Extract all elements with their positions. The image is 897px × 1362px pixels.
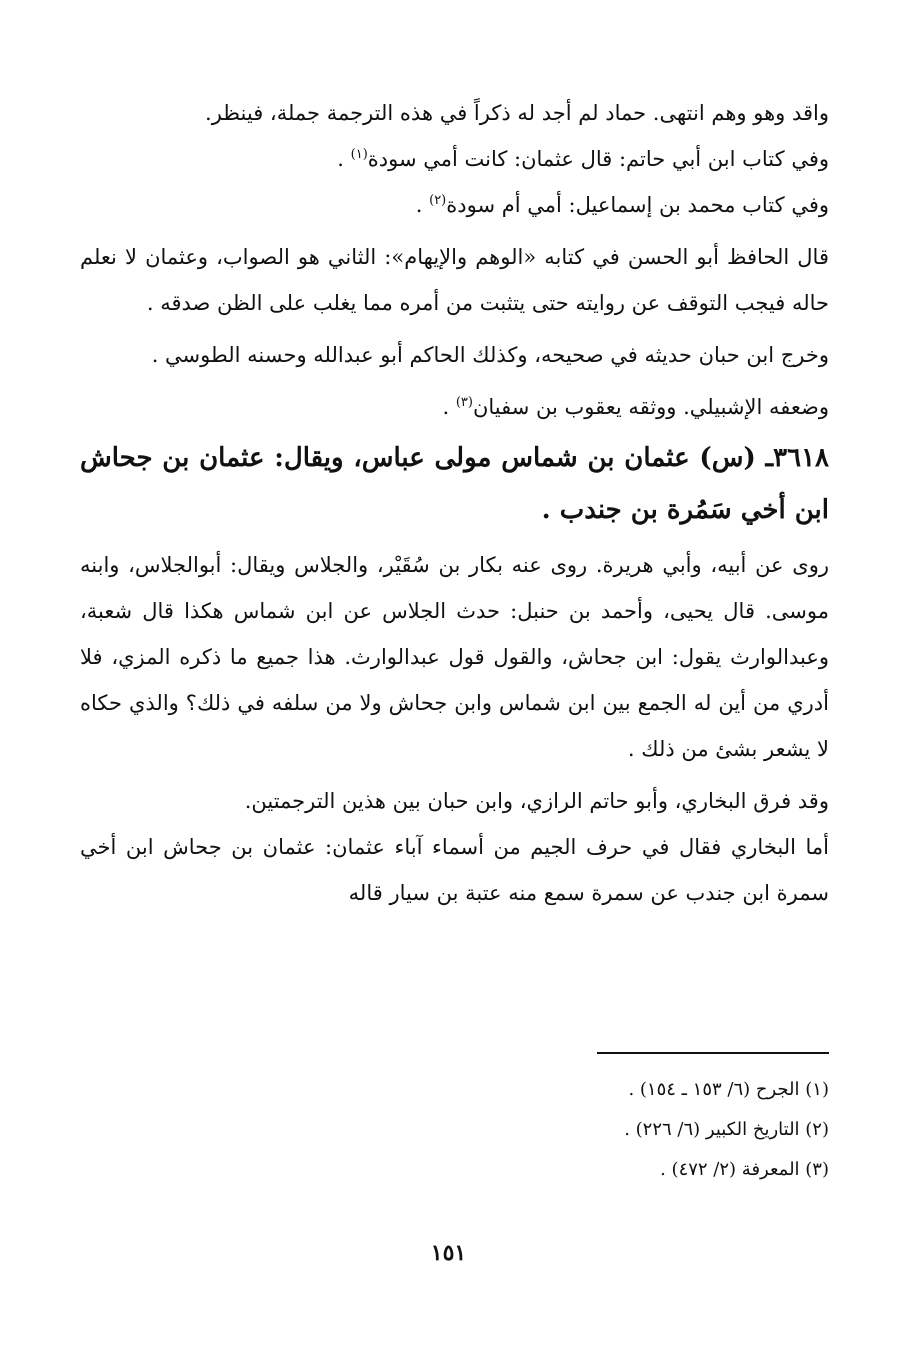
paragraph-3-end: .	[415, 193, 430, 217]
paragraph-6-end: .	[442, 395, 456, 419]
paragraph-6-text: وضعفه الإشبيلي. ووثقه يعقوب بن سفيان	[472, 395, 829, 419]
paragraph-2-text: وفي كتاب ابن أبي حاتم: قال عثمان: كانت أمي سودة	[367, 147, 829, 171]
footnote-1: (١) الجرح (٦/ ١٥٣ ـ ١٥٤) .	[628, 1079, 829, 1100]
paragraph-6	[80, 384, 829, 430]
main-text	[80, 90, 829, 922]
paragraph-5	[80, 332, 829, 378]
footnote-2: (٢) التاريخ الكبير (٦/ ٢٢٦) .	[624, 1119, 829, 1140]
paragraph-8: وقد فرق البخاري، وأبو حاتم الرازي، وابن حبان بين هذين الترجمتين.	[244, 789, 829, 813]
paragraph-2-end: .	[337, 147, 351, 171]
footnotes	[80, 1070, 829, 1190]
paragraph-7	[80, 542, 829, 772]
page-number: ١٥١	[430, 1240, 467, 1266]
entry-heading: ٣٦١٨ـ (س) عثمان بن شماس مولى عباس، ويقال: عثمان بن جحاش ابن أخي سَمُرة بن جندب .	[80, 443, 829, 525]
footnote-divider	[597, 1052, 829, 1054]
paragraph-3-text: وفي كتاب محمد بن إسماعيل: أمي أم سودة	[446, 193, 829, 217]
footnote-ref-3: (٣)	[455, 395, 473, 410]
paragraph-9	[80, 824, 829, 916]
paragraph-3	[80, 182, 829, 228]
paragraph-1: واقد وهو وهم انتهى. حماد لم أجد له ذكراً في هذه الترجمة جملة، فينظر.	[205, 101, 829, 125]
footnote-ref-1: (١)	[350, 147, 368, 162]
paragraph-4-text: قال الحافظ أبو الحسن في كتابه «الوهم والإيهام»: الثاني هو الصواب، وعثمان لا نعلم حاله فيجب التوقف عن روايته حتى يتثبت من أمره مما يغلب على الظن صدقه .	[80, 245, 829, 315]
paragraph-7-text: روى عن أبيه، وأبي هريرة. روى عنه بكار بن سُقَيْر، والجلاس ويقال: أبوالجلاس، وابنه موسى. قال يحيى، وأحمد بن حنبل: حدث الجلاس عن ابن شماس هكذا قال شعبة، وعبدالوارث يقول: ابن جحاش، والقول قول عبدالوارث. هذا جميع ما ذكره المزي، فلا أدري من أين له الجمع بين ابن شماس وابن جحاش ولا من سلفه في ذلك؟ والذي حكاه لا يشعر بشئ من ذلك .	[80, 553, 829, 761]
paragraph-2	[80, 136, 829, 182]
footnote-3: (٣) المعرفة (٢/ ٤٧٢) .	[660, 1159, 829, 1180]
paragraph-4	[80, 234, 829, 326]
footnote-ref-2: (٢)	[429, 193, 447, 208]
paragraph-9-text: أما البخاري فقال في حرف الجيم من أسماء آباء عثمان: عثمان بن جحاش ابن أخي سمرة ابن جندب عن سمرة سمع منه عتبة بن سيار قاله	[80, 835, 829, 905]
paragraph-5-text: وخرج ابن حبان حديثه في صحيحه، وكذلك الحاكم أبو عبدالله وحسنه الطوسي .	[151, 343, 829, 367]
